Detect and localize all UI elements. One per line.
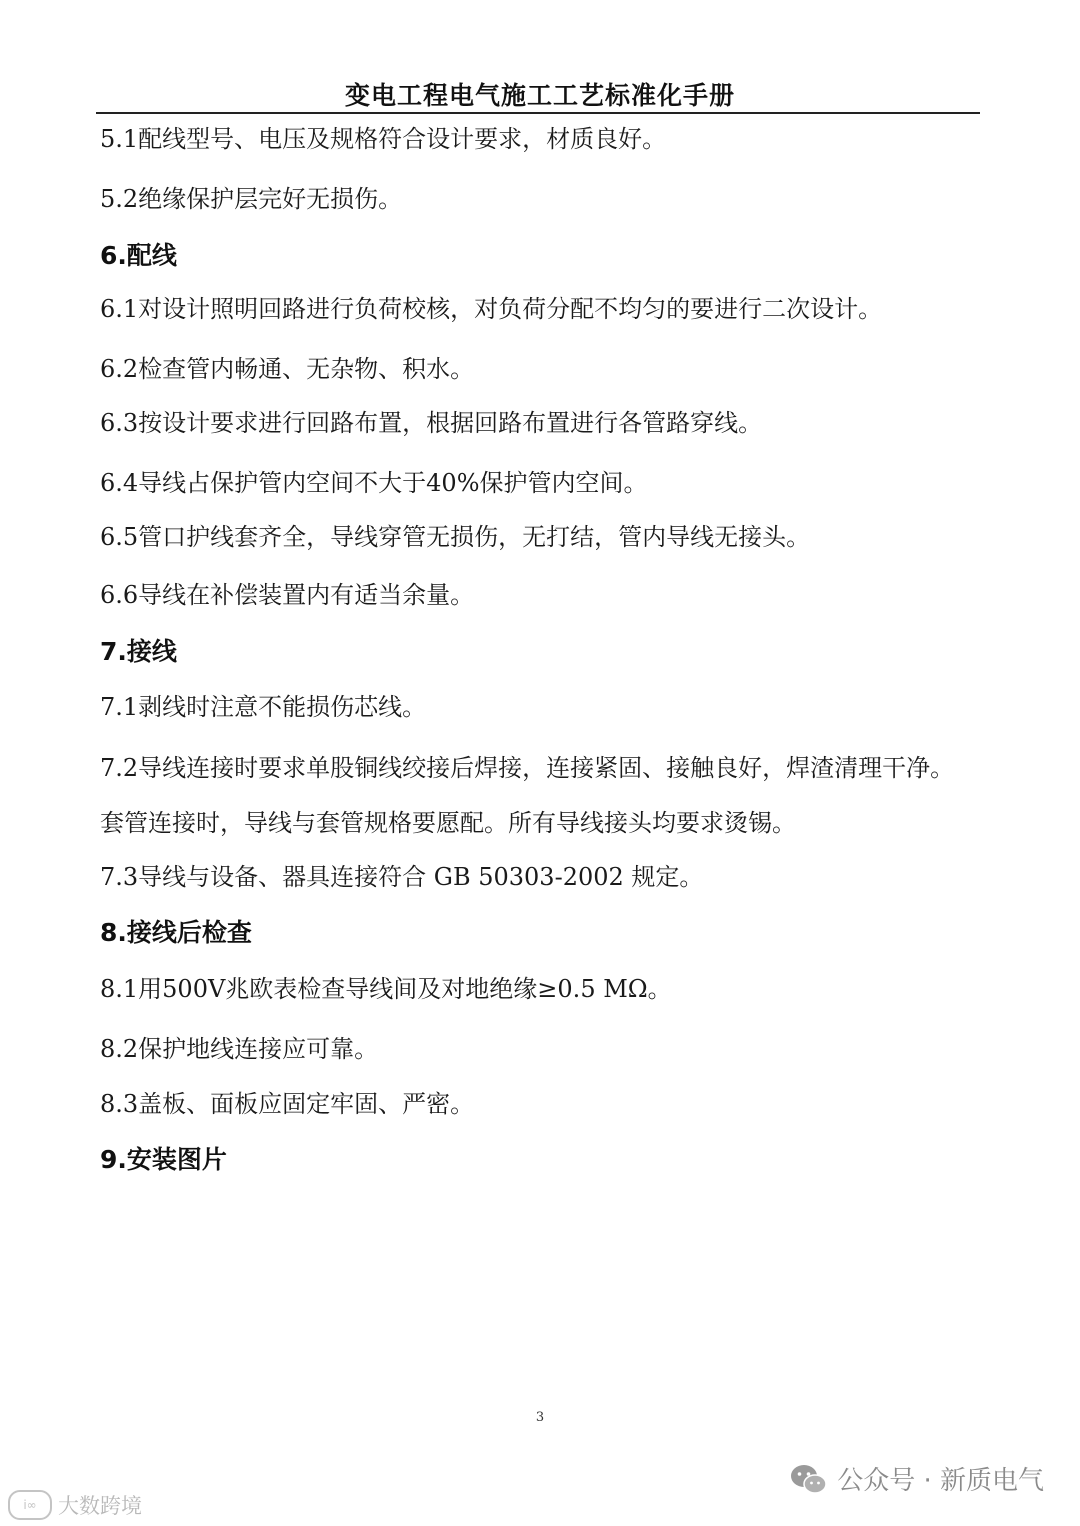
paragraph-7-2: 7.2导线连接时要求单股铜线绞接后焊接，连接紧固、接触良好，焊渣清理干净。 [100,754,955,782]
paragraph-6-2: 6.2检查管内畅通、无杂物、积水。 [100,355,475,383]
section-heading-9: 9.安装图片 [100,1145,227,1174]
document-header-title: 变电工程电气施工工艺标准化手册 [344,81,735,110]
section-heading-8: 8.接线后检查 [100,918,252,947]
section-heading-6: 6.配线 [100,241,177,270]
paragraph-7-1: 7.1剥线时注意不能损伤芯线。 [100,693,427,721]
paragraph-8-1: 8.1用500V兆欧表检查导线间及对地绝缘≥0.5 MΩ。 [100,975,672,1003]
paragraph-6-3: 6.3按设计要求进行回路布置，根据回路布置进行各管路穿线。 [100,409,763,437]
paragraph-6-6: 6.6导线在补偿装置内有适当余量。 [100,581,475,609]
page-number: 3 [535,1410,545,1425]
watermark-logo-icon: i∞ [8,1490,52,1520]
paragraph-8-2: 8.2保护地线连接应可靠。 [100,1035,379,1063]
watermark-left-text: 大数跨境 [58,1494,142,1518]
paragraph-8-3: 8.3盖板、面板应固定牢固、严密。 [100,1090,475,1118]
watermark-right-text: 公众号 · 新质电气 [837,1466,1044,1496]
paragraph-6-5: 6.5管口护线套齐全，导线穿管无损伤，无打结，管内导线无接头。 [100,523,811,551]
section-heading-7: 7.接线 [100,637,177,666]
wechat-icon [789,1463,827,1495]
paragraph-7-3: 7.3导线与设备、器具连接符合 GB 50303-2002 规定。 [100,863,704,891]
header-divider [96,112,980,114]
paragraph-6-4: 6.4导线占保护管内空间不大于40%保护管内空间。 [100,469,648,497]
watermark-left [8,1490,142,1520]
paragraph-7-2-continued: 套管连接时，导线与套管规格要愿配。所有导线接头均要求烫锡。 [100,809,796,837]
paragraph-5-2: 5.2绝缘保护层完好无损伤。 [100,185,403,213]
paragraph-5-1: 5.1配线型号、电压及规格符合设计要求，材质良好。 [100,125,667,153]
paragraph-6-1: 6.1对设计照明回路进行负荷校核，对负荷分配不均匀的要进行二次设计。 [100,295,883,323]
watermark-right [789,1460,1044,1497]
